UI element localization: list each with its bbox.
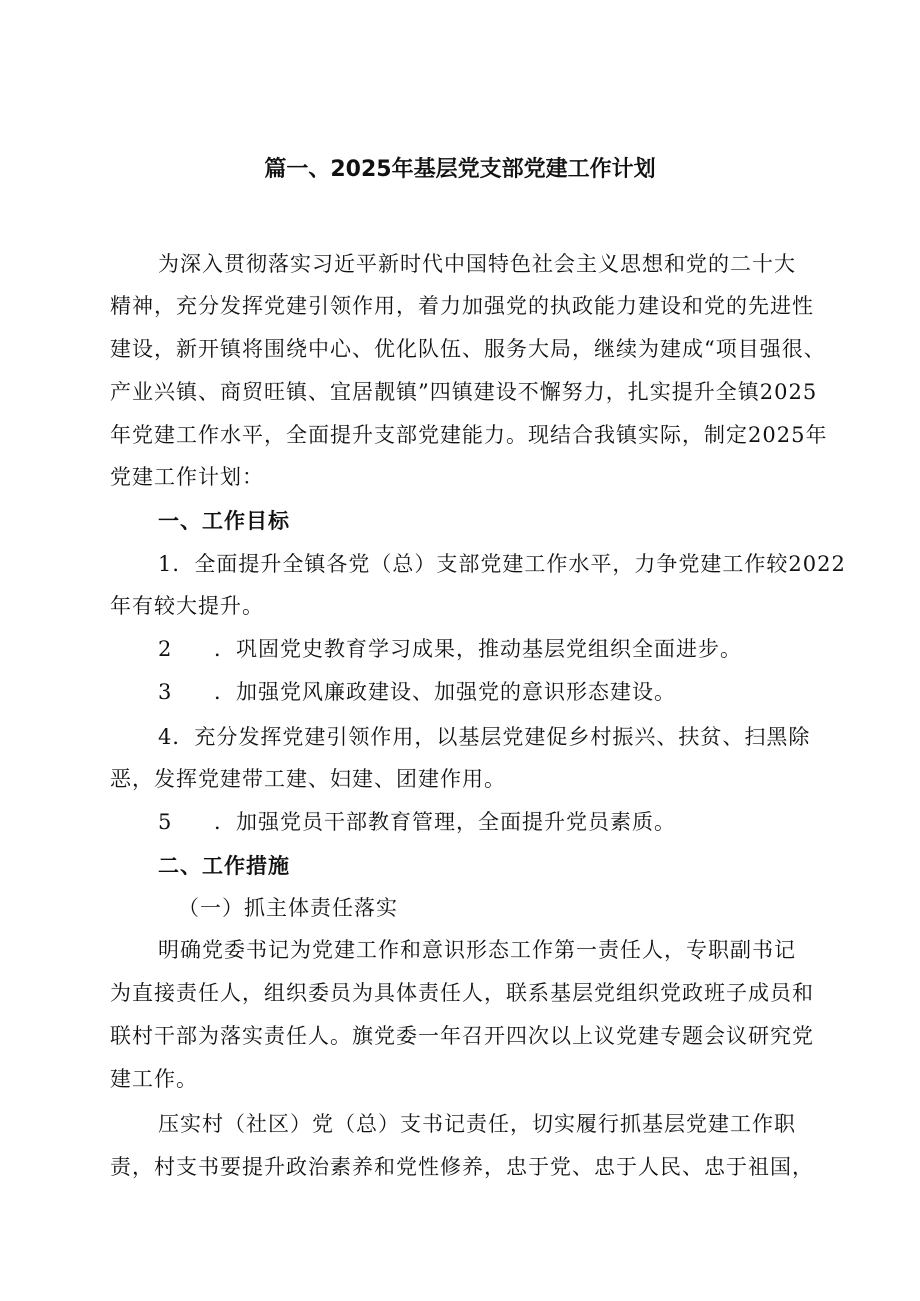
goal-text: ．加强党风廉政建设、加强党的意识形态建设。	[214, 680, 676, 704]
goal-number: 2	[158, 637, 173, 661]
paragraph-line: 责，村支书要提升政治素养和党性修养，忠于党、忠于人民、忠于祖国，	[110, 1155, 814, 1179]
goal-item	[0, 807, 920, 837]
intro-line: 精神，充分发挥党建引领作用，着力加强党的执政能力建设和党的先进性	[110, 294, 814, 318]
goal-text-continued: 年有较大提升。	[110, 594, 264, 618]
goal-text: ．全面提升全镇各党（总）支部党建工作水平，力争党建工作较2022	[172, 552, 846, 576]
intro-line: 党建工作计划：	[110, 465, 264, 489]
intro-line: 年党建工作水平，全面提升支部党建能力。现结合我镇实际，制定2025年	[110, 423, 828, 447]
intro-line: 为深入贯彻落实习近平新时代中国特色社会主义思想和党的二十大	[158, 252, 796, 276]
subsection-heading: （一）抓主体责任落实	[178, 896, 398, 920]
goal-number: 5	[158, 810, 173, 834]
goal-text: ．巩固党史教育学习成果，推动基层党组织全面进步。	[214, 637, 742, 661]
goal-item	[0, 634, 920, 664]
goal-text-continued: 恶，发挥党建带工建、妇建、团建作用。	[110, 767, 506, 791]
goal-item	[0, 677, 920, 707]
goal-number: 1	[158, 552, 173, 576]
goal-text: ．充分发挥党建引领作用，以基层党建促乡村振兴、扶贫、扫黑除	[172, 725, 811, 749]
goal-number: 3	[158, 680, 173, 704]
section-heading-measures: 二、工作措施	[158, 854, 290, 878]
paragraph-line: 明确党委书记为党建工作和意识形态工作第一责任人，专职副书记	[158, 938, 796, 962]
paragraph-line: 为直接责任人，组织委员为具体责任人，联系基层党组织党政班子成员和	[110, 981, 814, 1005]
goal-item	[0, 722, 920, 752]
section-heading-goals: 一、工作目标	[158, 509, 290, 533]
paragraph-line: 压实村（社区）党（总）支书记责任，切实履行抓基层党建工作职	[158, 1112, 796, 1136]
intro-line: 产业兴镇、商贸旺镇、宜居靓镇”四镇建设不懈努力，扎实提升全镇2025	[110, 380, 818, 404]
goal-text: ．加强党员干部教育管理，全面提升党员素质。	[214, 810, 676, 834]
goal-number: 4	[158, 725, 173, 749]
paragraph-line: 建工作。	[110, 1067, 198, 1091]
document-title: 篇一、2025年基层党支部党建工作计划	[264, 157, 656, 182]
paragraph-line: 联村干部为落实责任人。旗党委一年召开四次以上议党建专题会议研究党	[110, 1024, 814, 1048]
goal-item	[0, 549, 920, 579]
intro-line: 建设，新开镇将围绕中心、优化队伍、服务大局，继续为建成“项目强很、	[110, 337, 826, 361]
